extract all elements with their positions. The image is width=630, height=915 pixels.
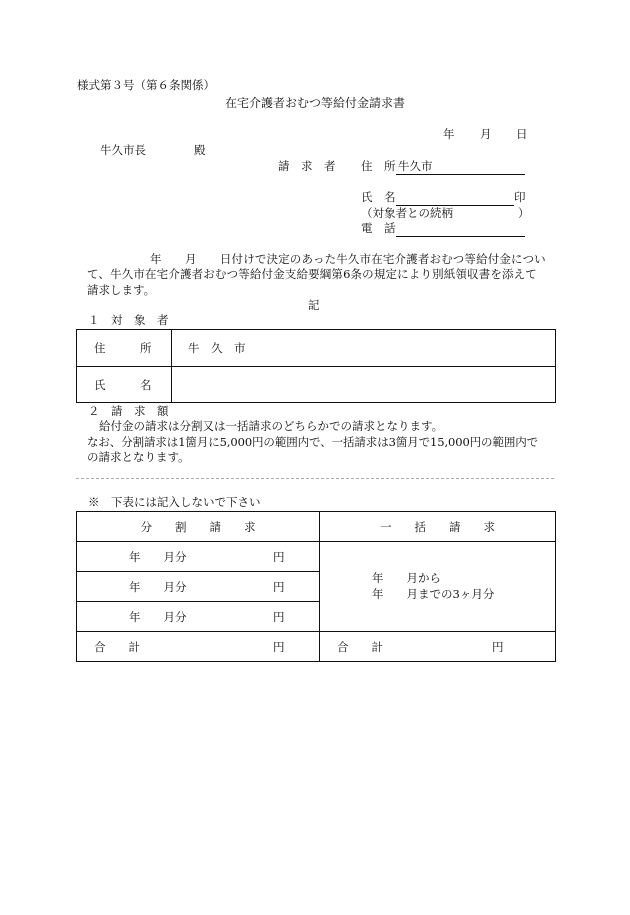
split-total-label: 合 計: [94, 639, 140, 654]
lump-total-label: 合 計: [337, 639, 383, 654]
seal-mark: 印: [514, 190, 526, 204]
split-header-cell: [77, 512, 320, 542]
split-row-1-yen: 円: [273, 549, 285, 564]
lump-from: 年 月から: [372, 570, 441, 585]
requester-phone-label: 電 話: [361, 221, 396, 235]
section2-heading: ２ 請 求 額: [88, 404, 169, 418]
form-number: 様式第３号（第６条関係）: [77, 78, 215, 92]
body-line-2: て、牛久市在宅介護者おむつ等給付金支給要綱第6条の規定により別紙領収書を添えて: [87, 267, 537, 281]
section2-note-1: 給付金の請求は分割又は一括請求のどちらかでの請求となります。: [99, 419, 444, 433]
target-name-label-cell: [77, 367, 172, 403]
split-row-1-period: 年 月分: [129, 549, 187, 564]
office-use-table: [76, 511, 556, 662]
separator-dashed-line: [76, 478, 554, 479]
section2-note-2: なお、分割請求は1箇月に5,000円の範囲内で、一括請求は3箇月で15,000円の範囲内で: [87, 435, 539, 449]
target-person-table: [76, 329, 556, 403]
target-address-label-cell: [77, 330, 172, 367]
phone-underline[interactable]: [396, 236, 525, 237]
date-year: 年: [443, 127, 455, 141]
split-row-3-period: 年 月分: [129, 609, 187, 624]
body-line-3: 請求します。: [87, 283, 156, 297]
target-address-value-cell[interactable]: [172, 330, 556, 367]
total-row: [77, 632, 556, 662]
split-row-2-period: 年 月分: [129, 579, 187, 594]
split-row-2-yen: 円: [273, 579, 285, 594]
section1-heading: １ 対 象 者: [88, 313, 169, 327]
address-underline: [396, 174, 525, 175]
relation-close: ）: [518, 206, 530, 220]
date-month: 月: [480, 127, 492, 141]
lump-total-yen: 円: [492, 639, 504, 654]
page-title: 在宅介護者おむつ等給付金請求書: [225, 96, 406, 110]
split-total-yen: 円: [273, 639, 285, 654]
split-row-2-cell[interactable]: [77, 572, 320, 602]
split-row: [77, 542, 556, 572]
requester-label: 請 求 者: [278, 159, 336, 173]
date-day: 日: [516, 127, 528, 141]
relation-label: （対象者との続柄: [361, 206, 453, 220]
addressee-name: 牛久市長: [100, 143, 146, 157]
target-name-label: 氏 名: [94, 377, 152, 392]
split-row-1-cell[interactable]: [77, 542, 320, 572]
split-total-cell[interactable]: [77, 632, 320, 662]
office-use-note: ※ 下表には記入しないで下さい: [88, 495, 261, 509]
ki-mark: 記: [308, 298, 320, 312]
target-address-label: 住 所: [94, 341, 152, 355]
lump-header: 一 括 請 求: [380, 519, 495, 534]
lump-to: 年 月までの3ヶ月分: [372, 586, 495, 601]
split-row-3-cell[interactable]: [77, 602, 320, 632]
body-line-1: 年 月 日付けで決定のあった牛久市在宅介護者おむつ等給付金につい: [150, 252, 546, 266]
split-row-3-yen: 円: [273, 609, 285, 624]
addressee-honorific: 殿: [194, 143, 206, 157]
requester-address-label: 住 所: [361, 159, 396, 173]
lump-total-cell[interactable]: [320, 632, 556, 662]
requester-address-value[interactable]: 牛久市: [398, 159, 433, 173]
target-name-value-cell[interactable]: [172, 367, 556, 403]
section2-note-3: の請求となります。: [87, 450, 190, 464]
requester-name-label: 氏 名: [361, 190, 396, 204]
office-header-row: [77, 512, 556, 542]
target-address-value: 牛 久 市: [188, 341, 246, 355]
target-name-row: [77, 367, 556, 403]
lump-header-cell: [320, 512, 556, 542]
target-address-row: [77, 330, 556, 367]
lump-period-cell[interactable]: [320, 542, 556, 632]
split-header: 分 割 請 求: [140, 519, 256, 534]
